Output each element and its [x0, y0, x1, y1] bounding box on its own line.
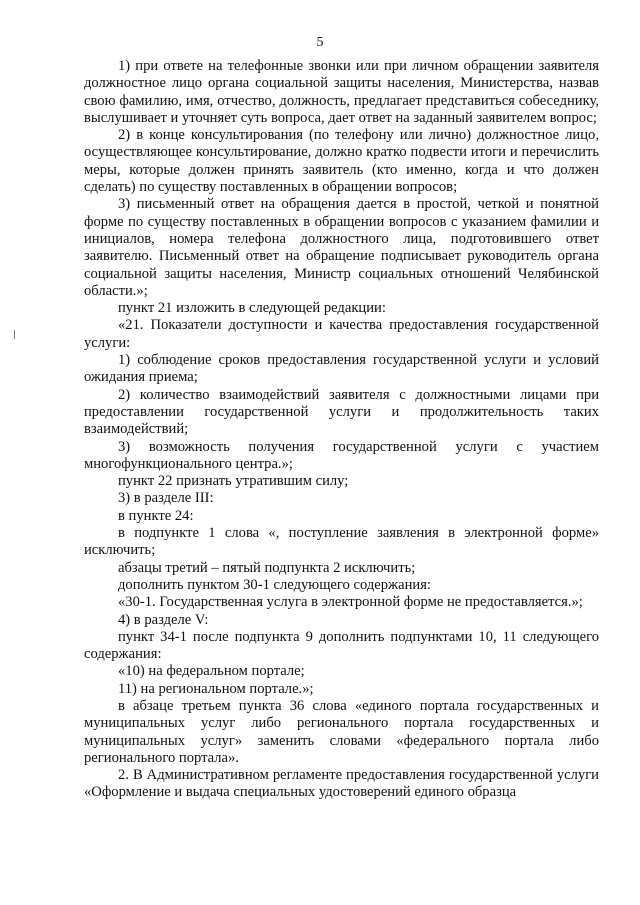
paragraph-18: «10) на федеральном портале;	[118, 663, 305, 680]
paragraph-12: в подпункте 1 слова «, поступление заявления в электронной форме» исключить;	[84, 525, 599, 559]
paragraph-4: пункт 21 изложить в следующей редакции:	[118, 300, 386, 317]
paragraph-1: 1) при ответе на телефонные звонки или при личном обращении заявителя должностное лицо органа социальной защиты населения, Министерства, назвав свою фамилию, имя, отчество, должность, предлагает представиться собеседнику, выслушивает и уточняет суть вопроса, дает ответ на заданный заявителем вопрос;	[84, 58, 599, 126]
paragraph-11: в пункте 24:	[118, 507, 194, 524]
paragraph-19: 11) на региональном портале.»;	[118, 680, 314, 697]
paragraph-14: дополнить пунктом 30-1 следующего содержания:	[118, 576, 431, 593]
page-number: 5	[316, 35, 324, 50]
paragraph-3: 3) письменный ответ на обращения дается в простой, четкой и понятной форме по существу поставленных в обращении вопросов с указанием фамилии и инициалов, номера телефона должностного лица, подготовившего ответ заявителю. Письменный ответ на обращение подписывает руководитель органа социальной защиты населения, Министр социальных отношений Челябинской области.»;	[84, 196, 599, 299]
document-body	[84, 58, 599, 802]
paragraph-13: абзацы третий – пятый подпункта 2 исключить;	[118, 559, 416, 576]
paragraph-20: в абзаце третьем пункта 36 слова «единого портала государственных и муниципальных услуг либо регионального портала государственных и муниципальных услуг» заменить словами «федерального портала либо регионального портала».	[84, 697, 599, 766]
paragraph-21: 2. В Административном регламенте предоставления государственной услуги «Оформление и выдача специальных удостоверений единого образца	[84, 767, 599, 801]
paragraph-15: «30-1. Государственная услуга в электронной форме не предоставляется.»;	[118, 594, 583, 611]
paragraph-8: 3) возможность получения государственной услуги с участием многофункционального центра.»;	[84, 438, 599, 472]
paragraph-7: 2) количество взаимодействий заявителя с должностными лицами при предоставлении государственной услуги и продолжительность таких взаимодействий;	[84, 386, 599, 438]
paragraph-6: 1) соблюдение сроков предоставления государственной услуги и условий ожидания приема;	[84, 352, 599, 386]
paragraph-2: 2) в конце консультирования (по телефону или лично) должностное лицо, осуществляющее консультирование, должно кратко подвести итоги и перечислить меры, которые должен принять заявитель (кто именно, когда и что должен сделать) по существу поставленных в обращении вопросов;	[84, 127, 599, 196]
margin-mark	[14, 330, 15, 339]
paragraph-16: 4) в разделе V:	[118, 611, 209, 628]
paragraph-9: пункт 22 признать утратившим силу;	[118, 473, 349, 490]
paragraph-5: «21. Показатели доступности и качества предоставления государственной услуги:	[84, 317, 599, 351]
paragraph-17: пункт 34-1 после подпункта 9 дополнить подпунктами 10, 11 следующего содержания:	[84, 628, 599, 663]
paragraph-10: 3) в разделе III:	[118, 490, 214, 507]
